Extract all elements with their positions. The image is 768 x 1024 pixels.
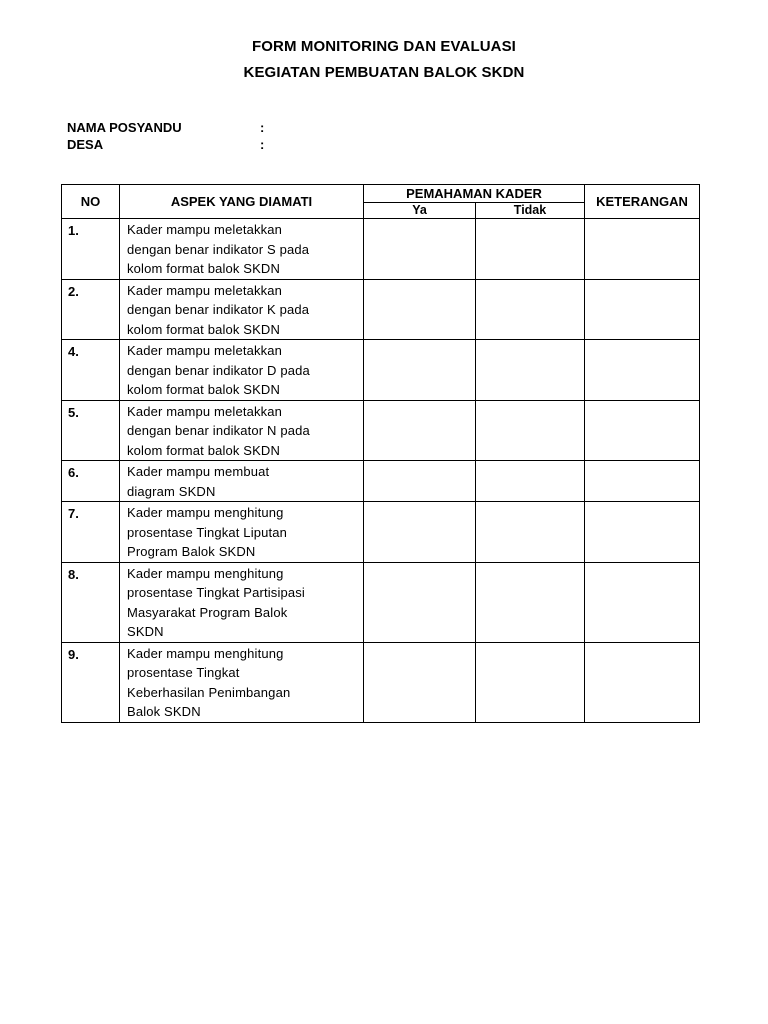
row-aspect: [120, 642, 364, 722]
cell-ya[interactable]: [364, 502, 476, 563]
table-row: [62, 461, 700, 502]
aspect-line: kolom format balok SKDN: [127, 442, 281, 458]
row-aspect: [120, 279, 364, 340]
cell-tidak[interactable]: [476, 642, 585, 722]
cell-tidak[interactable]: [476, 400, 585, 461]
row-number: 9.: [62, 642, 120, 722]
cell-tidak[interactable]: [476, 502, 585, 563]
table-body: [62, 219, 700, 723]
header-ya: Ya: [364, 203, 476, 219]
aspect-line: Kader mampu meletakkan: [127, 403, 283, 419]
cell-tidak[interactable]: [476, 219, 585, 280]
cell-tidak[interactable]: [476, 562, 585, 642]
aspect-line: Kader mampu menghitung: [127, 645, 284, 661]
aspect-line: prosentase Tingkat Liputan: [127, 524, 288, 540]
row-aspect: [120, 562, 364, 642]
field-colon: :: [260, 120, 265, 135]
aspect-line: dengan benar indikator N pada: [127, 423, 310, 438]
cell-keterangan[interactable]: [585, 219, 700, 280]
row-aspect: [120, 219, 364, 280]
row-aspect: [120, 400, 364, 461]
row-number: 7.: [62, 502, 120, 563]
table-row: [62, 400, 700, 461]
aspect-line: Program Balok SKDN: [127, 544, 256, 559]
row-number: 5.: [62, 400, 120, 461]
aspect-line: Balok SKDN: [127, 704, 201, 719]
aspect-line: Kader mampu membuat: [127, 464, 270, 479]
cell-ya[interactable]: [364, 340, 476, 401]
aspect-line: kolom format balok SKDN: [127, 261, 281, 276]
field-label: NAMA POSYANDU: [67, 120, 182, 135]
table-row: [62, 502, 700, 563]
aspect-line: Kader mampu meletakkan: [127, 343, 283, 358]
cell-tidak[interactable]: [476, 461, 585, 502]
aspect-line: Keberhasilan Penimbangan: [127, 684, 291, 700]
cell-ya[interactable]: [364, 461, 476, 502]
header-aspect: ASPEK YANG DIAMATI: [120, 185, 364, 219]
field-desa: [67, 137, 265, 152]
aspect-line: prosentase Tingkat Partisipasi: [127, 585, 305, 600]
cell-keterangan[interactable]: [585, 340, 700, 401]
row-number: 4.: [62, 340, 120, 401]
row-number: 1.: [62, 219, 120, 280]
aspect-line: kolom format balok SKDN: [127, 321, 281, 337]
cell-ya[interactable]: [364, 219, 476, 280]
header-tidak: Tidak: [476, 203, 585, 219]
aspect-line: Kader mampu menghitung: [127, 565, 284, 581]
aspect-line: dengan benar indikator D pada: [127, 362, 310, 378]
cell-keterangan[interactable]: [585, 461, 700, 502]
field-colon: :: [260, 137, 265, 152]
cell-ya[interactable]: [364, 279, 476, 340]
aspect-line: dengan benar indikator S pada: [127, 241, 310, 257]
form-title-line2: KEGIATAN PEMBUATAN BALOK SKDN: [243, 64, 525, 81]
cell-ya[interactable]: [364, 642, 476, 722]
aspect-line: dengan benar indikator K pada: [127, 302, 310, 317]
cell-tidak[interactable]: [476, 279, 585, 340]
row-number: 6.: [62, 461, 120, 502]
aspect-line: SKDN: [127, 624, 164, 639]
table-row: [62, 562, 700, 642]
row-number: 8.: [62, 562, 120, 642]
table-row: [62, 340, 700, 401]
table-row: [62, 642, 700, 722]
field-nama-posyandu: [67, 120, 265, 135]
cell-tidak[interactable]: [476, 340, 585, 401]
aspect-line: Kader mampu meletakkan: [127, 282, 283, 298]
aspect-line: diagram SKDN: [127, 483, 216, 499]
cell-keterangan[interactable]: [585, 279, 700, 340]
cell-keterangan[interactable]: [585, 642, 700, 722]
cell-ya[interactable]: [364, 562, 476, 642]
row-number: 2.: [62, 279, 120, 340]
row-aspect: [120, 340, 364, 401]
cell-keterangan[interactable]: [585, 502, 700, 563]
monitoring-table: [61, 184, 700, 723]
header-no: NO: [62, 185, 120, 219]
header-keterangan: KETERANGAN: [585, 185, 700, 219]
aspect-line: kolom format balok SKDN: [127, 382, 281, 397]
aspect-line: Kader mampu menghitung: [127, 505, 284, 520]
cell-keterangan[interactable]: [585, 400, 700, 461]
row-aspect: [120, 502, 364, 563]
cell-ya[interactable]: [364, 400, 476, 461]
form-title-line1: FORM MONITORING DAN EVALUASI: [252, 38, 516, 55]
field-label: DESA: [67, 137, 104, 152]
row-aspect: [120, 461, 364, 502]
table-row: [62, 279, 700, 340]
aspect-line: Kader mampu meletakkan: [127, 222, 283, 237]
aspect-line: Masyarakat Program Balok: [127, 604, 288, 620]
header-pemahaman-kader: PEMAHAMAN KADER: [364, 185, 585, 203]
cell-keterangan[interactable]: [585, 562, 700, 642]
aspect-line: prosentase Tingkat: [127, 665, 240, 680]
table-row: [62, 219, 700, 280]
